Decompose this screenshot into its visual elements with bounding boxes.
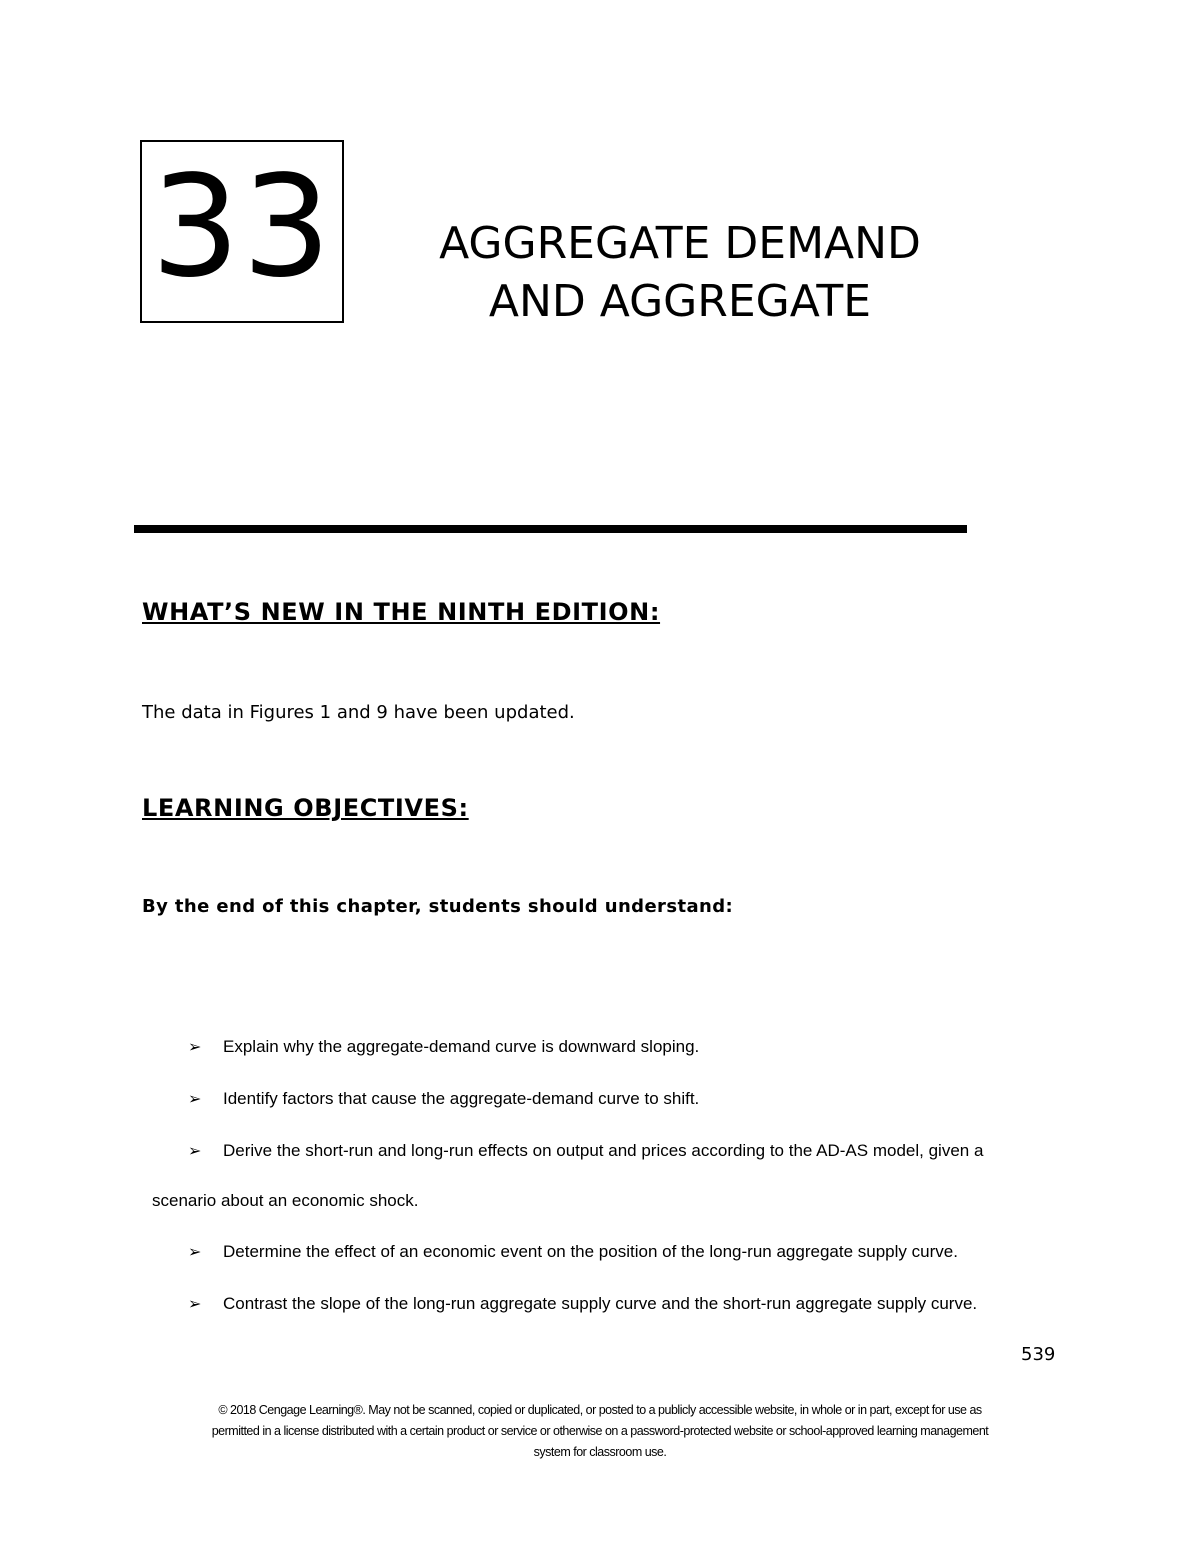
list-item [0,1037,1200,1061]
footer-line-2: permitted in a license distributed with a certain product or service or otherwise on a password-protected website or school-approved learning management [211,1424,989,1438]
whats-new-heading: WHAT’S NEW IN THE NINTH EDITION: [142,598,661,626]
chapter-title-line-1: AGGREGATE DEMAND [439,218,921,269]
arrow-bullet-icon: ➢ [188,1143,202,1160]
list-item [0,1294,1200,1318]
learning-objectives-heading: LEARNING OBJECTIVES: [142,794,469,822]
chapter-number-box [140,140,344,323]
list-item [0,1141,1200,1165]
chapter-title-line-2: AND AGGREGATE [488,276,872,327]
objective-continuation: scenario about an economic shock. [152,1191,419,1210]
objective-text: Contrast the slope of the long-run aggregate supply curve and the short-run aggregate supply curve. [223,1294,978,1313]
footer-line-1: © 2018 Cengage Learning®. May not be scanned, copied or duplicated, or posted to a publicly accessible website, in whole or in part, except for use as [218,1403,982,1417]
objective-text: Derive the short-run and long-run effects on output and prices according to the AD-AS model, given a [223,1141,984,1160]
footer-line-3: system for classroom use. [533,1445,667,1459]
arrow-bullet-icon: ➢ [188,1039,202,1056]
copyright-footer [140,1400,1060,1463]
list-item [0,1089,1200,1113]
arrow-bullet-icon: ➢ [188,1296,202,1313]
title-divider [134,525,967,533]
page-number: 539 [1021,1344,1056,1365]
chapter-title [380,215,980,331]
whats-new-text: The data in Figures 1 and 9 have been updated. [142,702,575,723]
arrow-bullet-icon: ➢ [188,1244,202,1261]
learning-objectives-intro: By the end of this chapter, students should understand: [142,896,734,917]
arrow-bullet-icon: ➢ [188,1091,202,1108]
chapter-number: 33 [150,146,334,309]
list-item [0,1242,1200,1266]
objective-text: Determine the effect of an economic event on the position of the long-run aggregate supply curve. [223,1242,958,1261]
objective-text: Explain why the aggregate-demand curve is downward sloping. [223,1037,700,1056]
objective-text: Identify factors that cause the aggregate-demand curve to shift. [223,1089,700,1108]
